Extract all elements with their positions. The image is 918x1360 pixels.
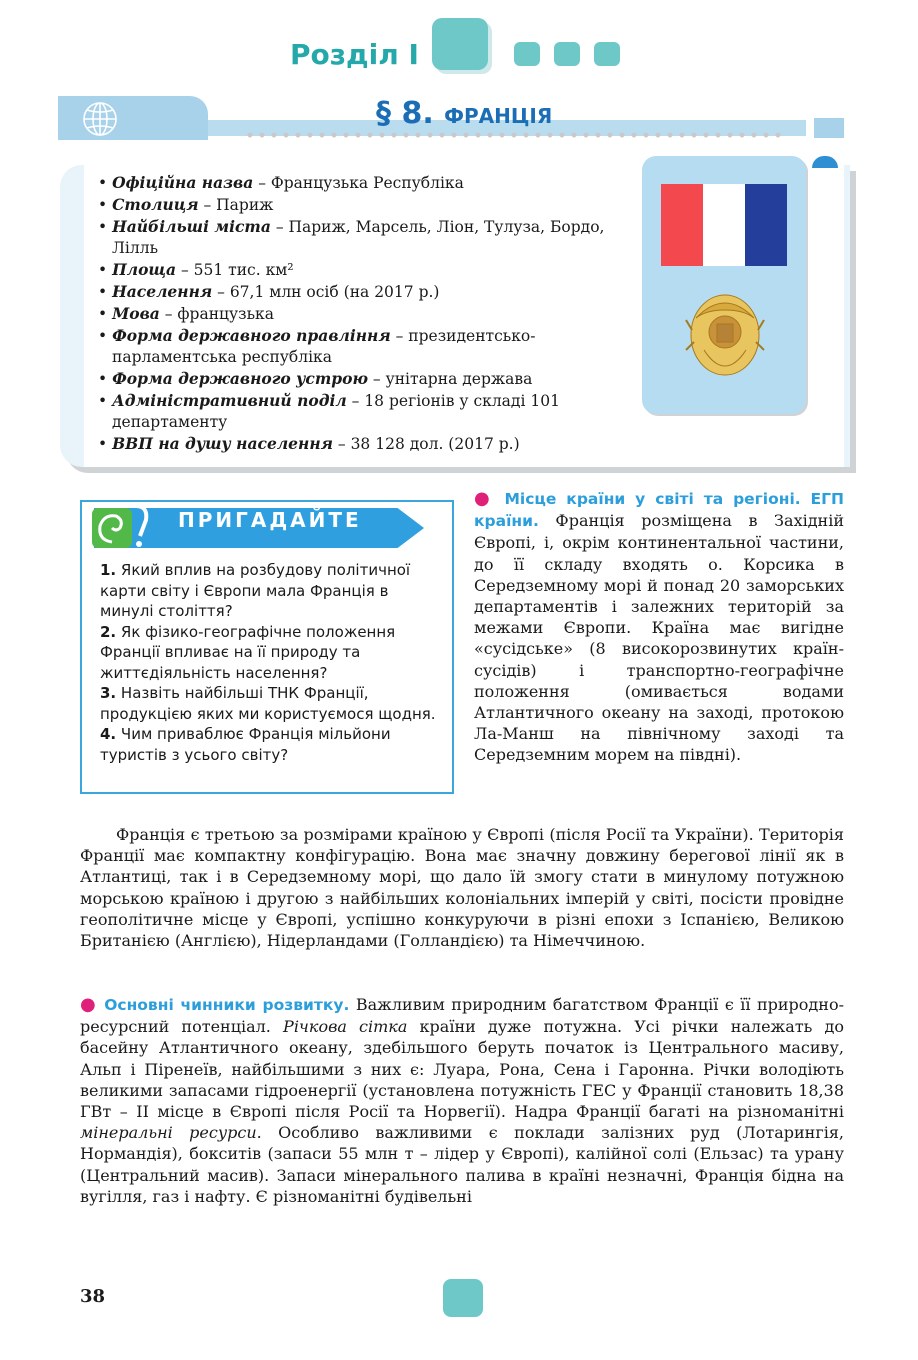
fact-item: • Населення – 67,1 млн осіб (на 2017 р.) bbox=[98, 281, 638, 303]
decor-square-large bbox=[432, 18, 488, 70]
question-item: 1. Який вплив на розбудову політичної карти світу і Європи мала Франція в минулі століття? bbox=[100, 561, 411, 620]
decor-square bbox=[554, 42, 580, 66]
fact-item: • Форма державного правління – президентсько-парламентська республіка bbox=[98, 325, 638, 368]
flag-emblem-card bbox=[642, 156, 806, 414]
dotted-divider bbox=[244, 132, 784, 138]
fact-item: • Мова – французька bbox=[98, 303, 638, 325]
question-item: 3. Назвіть найбільші ТНК Франції, продукцією яких ми користуємося щодня. bbox=[100, 684, 436, 723]
fact-item: • ВВП на душу населення – 38 128 дол. (2017 р.) bbox=[98, 433, 638, 455]
question-item: 2. Як фізико-географічне положення Франції впливає на її природу та життєдіяльність населення? bbox=[100, 622, 396, 682]
decor-square-footer bbox=[443, 1279, 483, 1317]
fact-item: • Офіційна назва – Французька Республіка bbox=[98, 172, 638, 194]
paragraph-title bbox=[376, 96, 552, 131]
recall-spiral-icon bbox=[92, 502, 156, 552]
paragraph-size bbox=[80, 824, 844, 951]
paragraph-text: Франція є третьою за розмірами країною у Європі (після Росії та України). Територія Франції має компактну конфігурацію. Вона має значну довжину берегової лінії як в Атлантиці, так і в Середземному морі, що дало їй змогу стати в минулому потужною морською країною і другою з найбільших колоніальних імперій у світі, посісти провідне геополітичне місце у Європі, успішно конкуруючи в різні епохи з Іспанією, Великою Британією (Англією), Нідерландами (Голландією) та Німеччиною. bbox=[80, 825, 844, 951]
section-location bbox=[474, 488, 844, 766]
section-bullet: ● bbox=[474, 488, 505, 509]
paragraph-name: ФРАНЦІЯ bbox=[444, 104, 553, 128]
section-label: Розділ І bbox=[290, 38, 419, 71]
fact-item: • Площа – 551 тис. км² bbox=[98, 259, 638, 281]
page-number: 38 bbox=[80, 1286, 106, 1307]
paragraph-number: § 8. bbox=[376, 96, 434, 131]
globe-tab bbox=[58, 96, 208, 140]
fact-item: • Форма державного устрою – унітарна держава bbox=[98, 368, 638, 390]
fact-item: • Адміністративний поділ – 18 регіонів у складі 101 департаменту bbox=[98, 390, 638, 433]
recall-title: ПРИГАДАЙТЕ bbox=[178, 508, 362, 532]
recall-box bbox=[80, 500, 454, 794]
coat-of-arms-emblem bbox=[684, 280, 766, 390]
section-heading: Основні чинники розвитку. bbox=[104, 996, 350, 1014]
france-flag bbox=[661, 184, 787, 266]
flag-stripe-white bbox=[703, 184, 745, 266]
flag-stripe-blue bbox=[661, 184, 703, 266]
decor-square bbox=[594, 42, 620, 66]
globe-icon bbox=[80, 100, 120, 138]
decor-square bbox=[514, 42, 540, 66]
section-text: Франція розміщена в Західній Європі, і, окрім континентальної частини, до її складу входять о. Корсика в Середземному морі й понад 20 заморських департаментів і залежних територій за межами Європи. Країна має вигідне «сусідське» (8 високорозвинутих країн-сусідів) і транспортно-географічне положення (омивається водами Атлантичного океану на заході, протокою Ла-Манш на північному заході та Середземним морем на півдні). bbox=[474, 511, 844, 765]
fact-item: • Найбільші міста – Париж, Марсель, Ліон, Тулуза, Бордо, Лілль bbox=[98, 216, 638, 259]
question-item: 4. Чим приваблює Франція мільйони туристів з усього світу? bbox=[100, 725, 391, 764]
fact-item: • Столиця – Париж bbox=[98, 194, 638, 216]
paragraph-title-bar bbox=[58, 96, 844, 140]
facts-list bbox=[98, 172, 638, 455]
flag-stripe-red bbox=[745, 184, 787, 266]
section-factors: ● Основні чинники розвитку. Важливим природним багатством Франції є її природно-ресурсний потенціал. Річкова сітка країни дуже потужна. Усі річки належать до басейну Атлантичного океану, здебільшого беруть початок із Центрального масиву, Альп і Піренеїв, найбільшими з них є: Луара, Рона, Сена і Гаронна. Річки володіють великими запасами гідроенергії (установлена потужність ГЕС у Франції становить 18,38 ГВт – II місце в Європі після Росії та Норвегії). Надра Франції багаті на різноманітні мінеральні ресурси. Особливо важливими є поклади залізних руд (Лотарингія, Нормандія), бокситів (запаси 55 млн т – лідер у Європі), калійної солі (Ельзас) та урану (Центральний масив). Запаси мінерального палива в країні незначні, Франція бідна на вугілля, газ і нафту. Є різноманітні будівельні bbox=[80, 994, 845, 1206]
section-bullet: ● bbox=[80, 994, 105, 1015]
recall-questions bbox=[100, 560, 440, 765]
section-heading: Місце країни у світі та регіоні. ЕГП країни. bbox=[474, 490, 844, 531]
